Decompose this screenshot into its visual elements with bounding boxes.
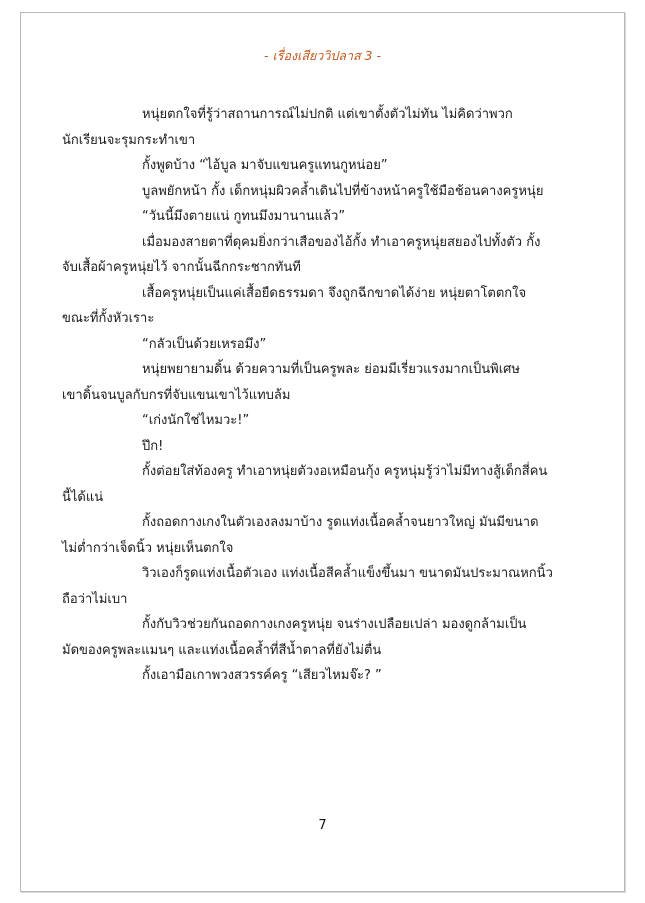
- paragraph-continuation-line: ถือว่าไม่เบา: [62, 591, 128, 607]
- running-header: - เรื่องเสียววิปลาส 3 -: [264, 48, 381, 63]
- paragraph-continuation-line: มัดของครูพละแมนๆ และแท่งเนื้อคล้ำที่สีน้ำตาลที่ยังไม่ตื่น: [62, 642, 382, 658]
- paragraph-line: “เก่งนักใช่ไหมวะ!”: [142, 413, 250, 428]
- paragraph-line: กั้งเอามือเกาพวงสวรรค์ครู “เสียวไหมจ๊ะ? ”: [142, 668, 382, 683]
- paragraph-continuation-line: ขณะที่กั้งหัวเราะ: [62, 311, 155, 326]
- paragraph-line: กั้งกับวิวช่วยกันถอดกางเกงครูหนุ่ย จนร่างเปลือยเปล่า มองดูกล้ามเป็น: [142, 617, 527, 632]
- paragraph-continuation-line: นักเรียนจะรุมกระทำเขา: [62, 132, 196, 148]
- paragraph-line: เสื้อครูหนุ่ยเป็นแค่เสื้อยืดธรรมดา จึงถูกฉีกขาดได้ง่าย หนุ่ยตาโตตกใจ: [142, 285, 527, 301]
- page-number: 7: [318, 818, 327, 833]
- paragraph-line: กั้งพูดบ้าง “ไอ้บูล มาจับแขนครูแทนกูหน่อย”: [142, 158, 388, 173]
- paragraph-continuation-line: เขาดิ้นจนบูลกับกรที่จับแขนเขาไว้แทบล้ม: [62, 387, 291, 403]
- paragraph-line: กั้งถอดกางเกงในตัวเองลงมาบ้าง รูดแท่งเนื้อคล้ำจนยาวใหญ่ มันมีขนาด: [142, 515, 539, 530]
- paragraph-line: เมื่อมองสายตาที่ดุคมยิ่งกว่าเสือของไอ้กั้ง ทำเอาครูหนุ่ยสยองไปทั้งตัว กั้ง: [142, 234, 541, 250]
- paragraph-line: “กลัวเป็นด้วยเหรอมึง”: [142, 336, 267, 352]
- paragraph-continuation-line: จับเสื้อผ้าครูหนุ่ยไว้ จากนั้นฉีกกระชากทันที: [62, 260, 301, 275]
- paragraph-line: “วันนี้มึงตายแน่ กูทนมึงมานานแล้ว”: [142, 209, 346, 224]
- paragraph-line: หนุ่ยตกใจที่รู้ว่าสถานการณ์ไม่ปกติ แต่เขาตั้งตัวไม่ทัน ไม่คิดว่าพวก: [142, 107, 513, 122]
- body-text: [62, 102, 570, 689]
- paragraph-line: บูลพยักหน้า กั้ง เด็กหนุ่มผิวคล้ำเดินไปที่ข้างหน้าครูใช้มือช้อนคางครูหนุ่ย: [142, 183, 544, 199]
- paragraph-continuation-line: ไม่ต่ำกว่าเจ็ดนิ้ว หนุ่ยเห็นตกใจ: [62, 540, 234, 556]
- paragraph-line: หนุ่ยพยายามดิ้น ด้วยความที่เป็นครูพละ ย่อมมีเรี่ยวแรงมากเป็นพิเศษ: [142, 362, 520, 377]
- paragraph-line: วิวเองก็รูดแท่งเนื้อตัวเอง แท่งเนื้อสีคล้ำแข็งขึ้นมา ขนาดมันประมาณหกนิ้ว: [142, 566, 553, 581]
- paragraph-line: ปึก!: [142, 438, 164, 454]
- paragraph-continuation-line: นี้ได้แน่: [62, 489, 104, 505]
- paragraph-line: กั้งต่อยใส่ท้องครู ทำเอาหนุ่ยตัวงอเหมือนกุ้ง ครูหนุ่มรู้ว่าไม่มีทางสู้เด็กสี่คน: [142, 464, 548, 479]
